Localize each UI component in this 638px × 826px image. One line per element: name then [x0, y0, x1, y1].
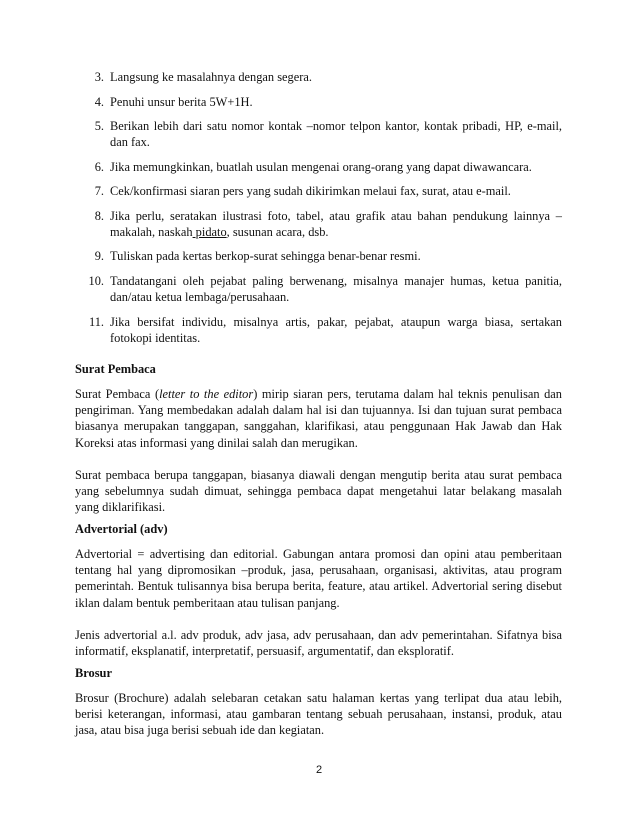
list-item — [90, 159, 562, 175]
paragraph-text: Surat Pembaca ( — [75, 387, 160, 401]
paragraph: Jenis advertorial a.l. adv produk, adv jasa, adv perusahaan, dan adv pemerintahan. Sifatnya bisa informatif, eksplanatif, interpretatif, persuasif, argumentatif, dan eksploratif. — [75, 628, 562, 659]
list-number: 9. — [94, 249, 104, 264]
list-text: , susunan acara, dsb. — [226, 224, 329, 239]
list-item — [90, 273, 562, 305]
underlined-word: pidato — [192, 224, 227, 239]
page-number: 2 — [315, 764, 323, 776]
paragraph: Advertorial = advertising dan editorial. Gabungan antara promosi dan opini atau pemberitaan tentang hal yang dipromosikan –produk, jasa, perusahaan, organisasi, aktivitas, atau program pemerintah. Bentuk tulisannya bisa berupa berita, feature, atau artikel. Advertorial sering disebut iklan dalam bentuk pemberitaan atau tulisan panjang. — [75, 547, 562, 610]
list-number: 3. — [94, 70, 104, 84]
paragraph-text: ) mirip siaran pers, terutama dalam hal teknis penulisan dan pengiriman. Yang membedakan adalah dalam hal isi dan tujuannya. Isi dan tujuan surat pembaca biasanya merupakan tanggapan, sanggahan, klarifikasi, atau penggunaan Hak Jawab dan Hak Koreksi atas informasi yang dinilai salah dan merugikan. — [75, 387, 563, 450]
list-item — [90, 94, 562, 110]
list-text: Langsung ke masalahnya dengan segera. — [110, 70, 312, 84]
list-item — [90, 208, 562, 240]
list-item — [90, 118, 562, 150]
list-text: Jika perlu, seratakan ilustrasi foto, tabel, atau grafik atau bahan pendukung lainnya – makalah, naskah — [110, 208, 562, 239]
list-item — [90, 69, 562, 85]
list-number: 8. — [94, 208, 104, 223]
list-text: Berikan lebih dari satu nomor kontak –nomor telpon kantor, kontak pribadi, HP, e-mail, dan fax. — [110, 119, 562, 150]
list-text: Penuhi unsur berita 5W+1H. — [110, 94, 253, 109]
list-number: 10. — [88, 273, 104, 288]
list-text: Tuliskan pada kertas berkop-surat sehingga benar-benar resmi. — [110, 249, 421, 264]
italic-phrase: letter to the editor — [159, 387, 254, 401]
paragraph — [75, 386, 562, 451]
list-number: 6. — [94, 159, 104, 174]
paragraph: Brosur (Brochure) adalah selebaran cetakan satu halaman kertas yang terlipat dua atau lebih, berisi keterangan, informasi, atau gambaran tentang sebuah perusahaan, instansi, produk, atau jasa, atau bisa juga berisi sebuah ide dan kegiatan. — [75, 691, 562, 738]
numbered-list — [90, 69, 562, 354]
list-text: Cek/konfirmasi siaran pers yang sudah dikirimkan melaui fax, surat, atau e-mail. — [110, 184, 511, 199]
list-item — [90, 183, 562, 199]
list-number: 7. — [94, 184, 104, 199]
list-number: 4. — [94, 94, 104, 109]
list-text: Jika bersifat individu, misalnya artis, pakar, pejabat, ataupun warga biasa, sertakan fotokopi identitas. — [110, 314, 562, 345]
list-number: 5. — [94, 119, 104, 133]
list-item — [90, 248, 562, 264]
section-heading-brosur: Brosur — [75, 666, 112, 680]
list-item — [90, 314, 562, 346]
section-heading-surat-pembaca: Surat Pembaca — [75, 362, 156, 376]
section-heading-advertorial: Advertorial (adv) — [75, 522, 168, 536]
list-number: 11. — [88, 314, 104, 329]
paragraph: Surat pembaca berupa tanggapan, biasanya diawali dengan mengutip berita atau surat pembaca yang sebelumnya sudah dimuat, sehingga pembaca dapat mengetahui latar belakang masalah yang diklarifikasi. — [75, 468, 562, 515]
list-text: Jika memungkinkan, buatlah usulan mengenai orang-orang yang dapat diwawancara. — [110, 159, 532, 174]
list-text: Tandatangani oleh pejabat paling berwenang, misalnya manajer humas, ketua panitia, dan/atau ketua lembaga/perusahaan. — [110, 273, 562, 305]
